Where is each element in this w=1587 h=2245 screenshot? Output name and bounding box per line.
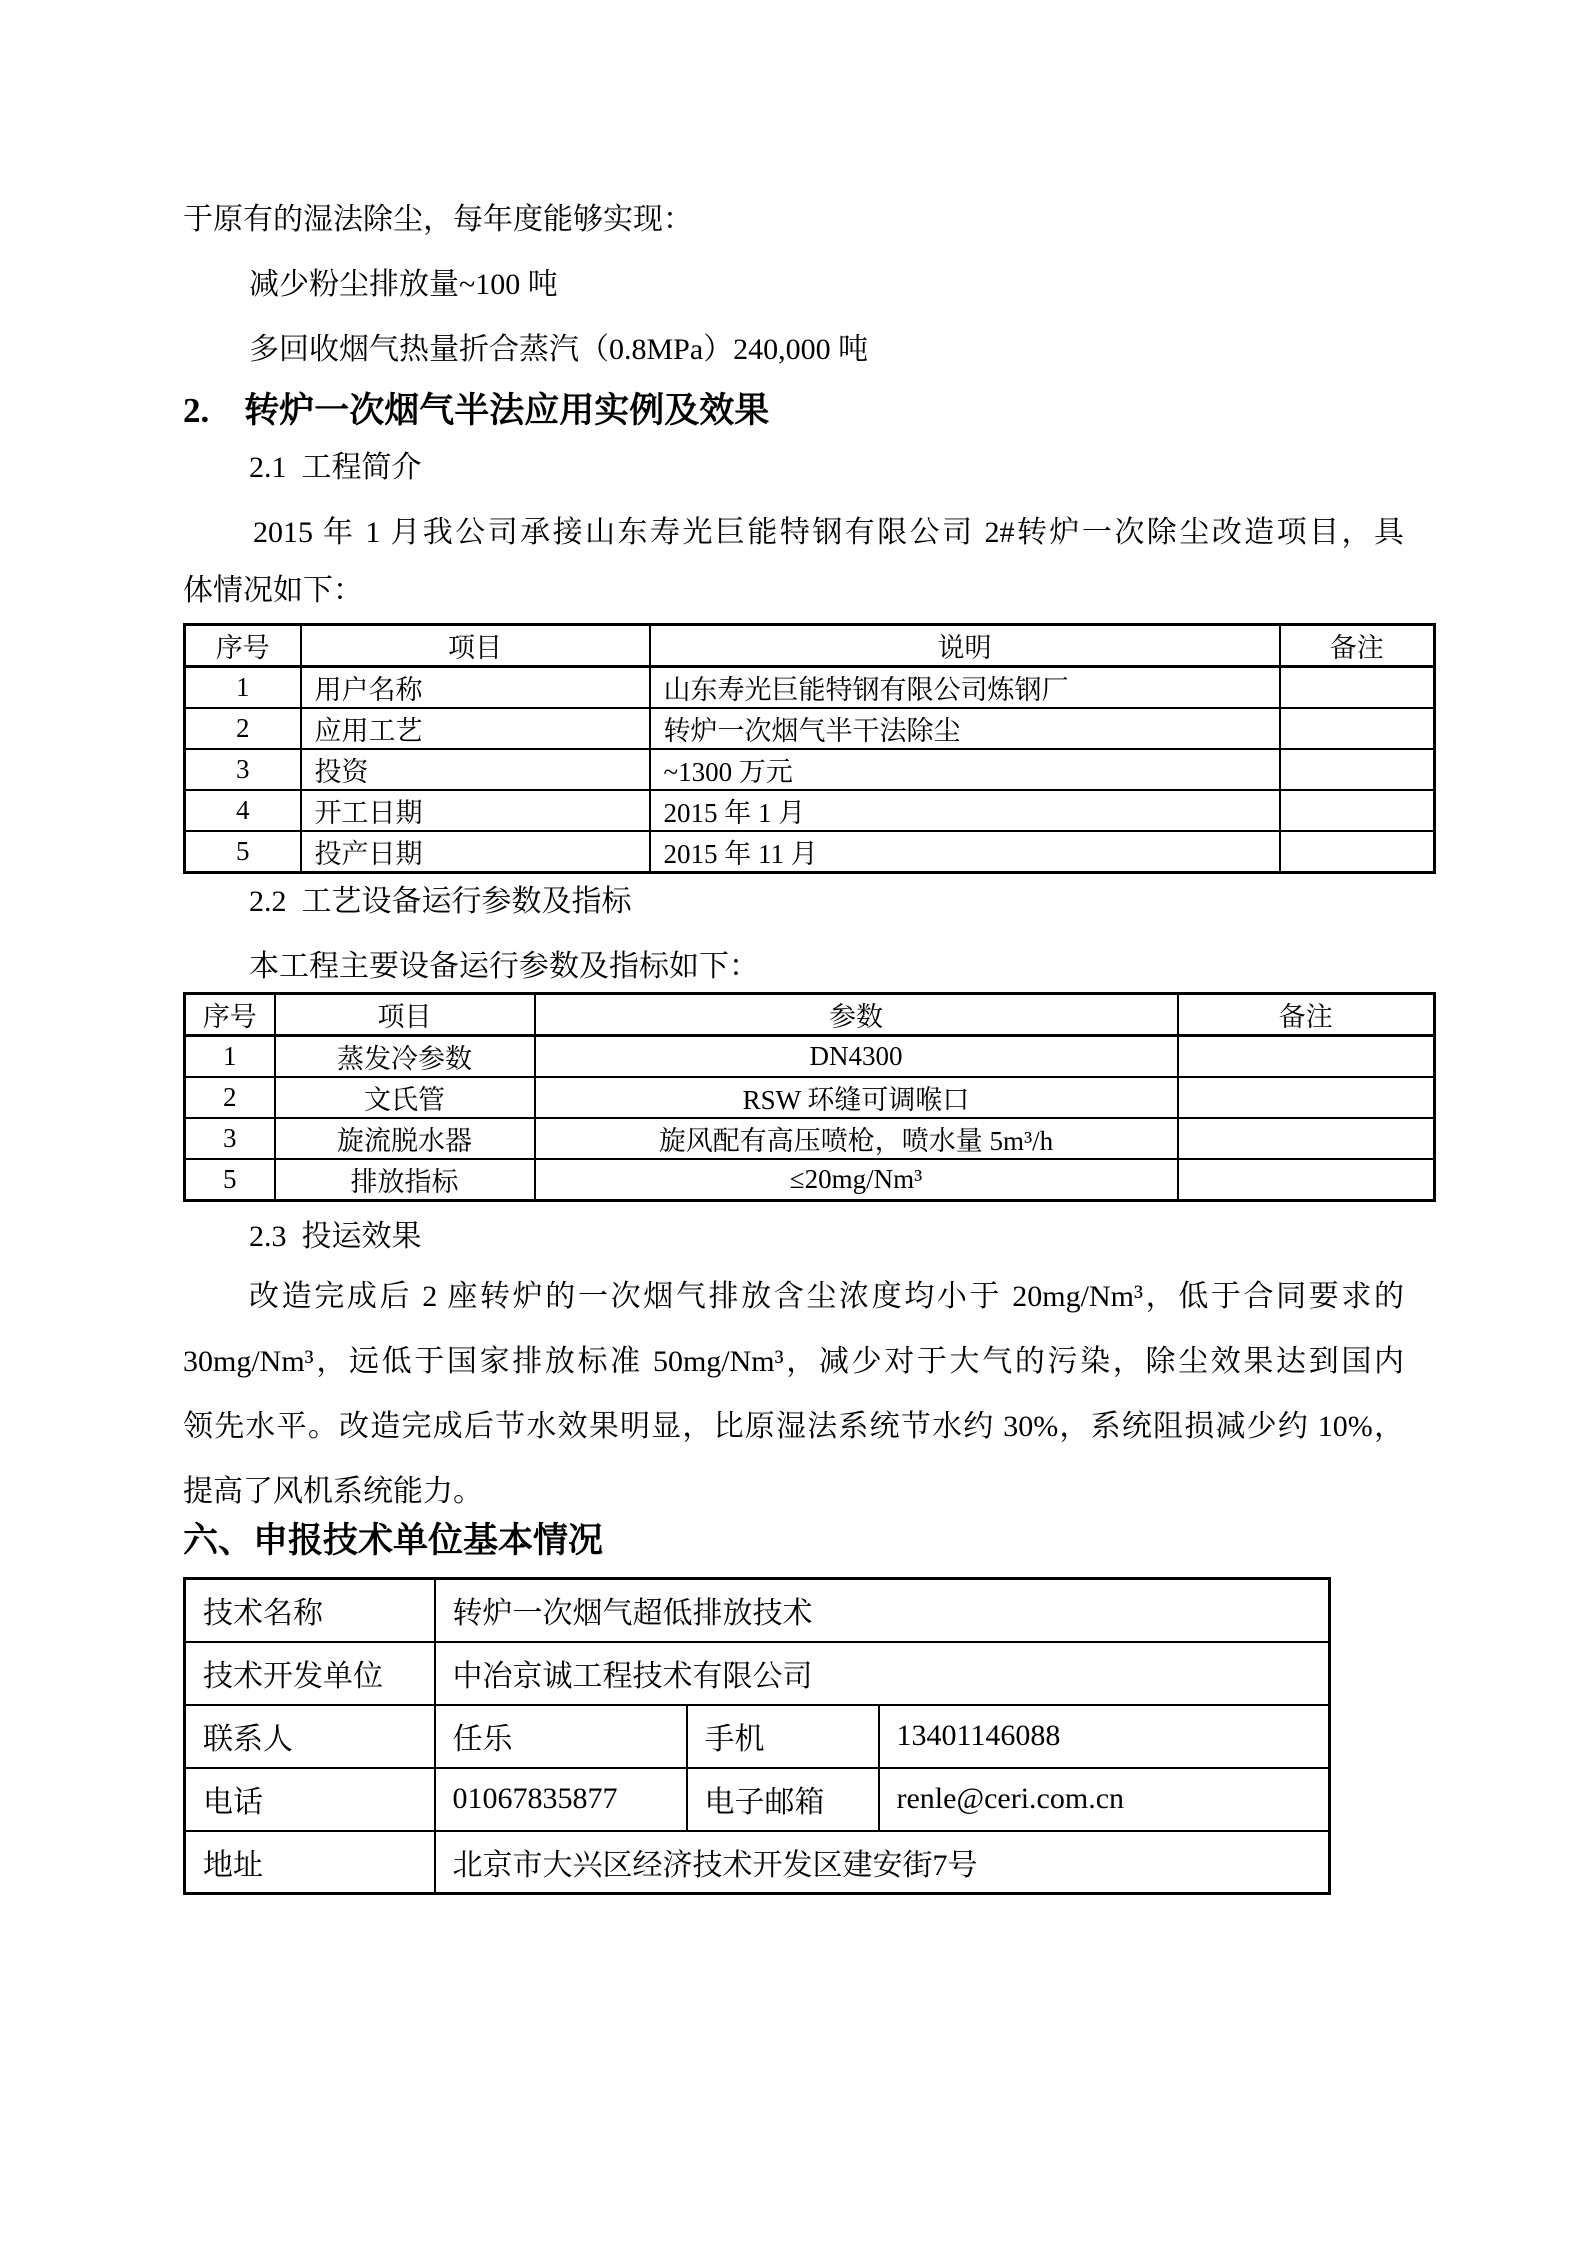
cell-remark <box>1178 1036 1435 1078</box>
cell-item: 投产日期 <box>301 831 650 873</box>
cell-label-phone: 电话 <box>185 1768 435 1831</box>
paragraph-line: 领先水平。改造完成后节水效果明显，比原湿法系统节水约 30%，系统阻损减少约 10%， <box>183 1410 1404 1443</box>
cell-index: 1 <box>185 667 301 709</box>
paragraph-line: 2015 年 1 月我公司承接山东寿光巨能特钢有限公司 2#转炉一次除尘改造项目，具 <box>253 516 1404 549</box>
table-row <box>185 1831 1330 1894</box>
cell-item: 用户名称 <box>301 667 650 709</box>
column-header: 项目 <box>301 625 650 667</box>
achievement-line-steam: 多回收烟气热量折合蒸汽（0.8MPa）240,000 吨 <box>249 333 869 366</box>
cell-remark <box>1280 749 1435 790</box>
cell-index: 2 <box>185 708 301 749</box>
section-heading-2: 2. 转炉一次烟气半法应用实例及效果 <box>183 391 770 430</box>
cell-value-mobile: 13401146088 <box>879 1705 1330 1768</box>
cell-index: 2 <box>185 1077 275 1118</box>
table-row <box>185 1159 1435 1201</box>
table-header-row <box>185 994 1435 1036</box>
cell-item: 应用工艺 <box>301 708 650 749</box>
column-header: 备注 <box>1178 994 1435 1036</box>
table-row <box>185 667 1435 709</box>
cell-label-mobile: 手机 <box>687 1705 879 1768</box>
cell-item: 旋流脱水器 <box>275 1118 535 1159</box>
cell-value-address: 北京市大兴区经济技术开发区建安街7号 <box>435 1831 1330 1894</box>
table-row <box>185 1642 1330 1705</box>
cell-value-phone: 01067835877 <box>435 1768 687 1831</box>
table-row <box>185 708 1435 749</box>
column-header: 序号 <box>185 994 275 1036</box>
table-row <box>185 831 1435 873</box>
column-header: 参数 <box>535 994 1178 1036</box>
cell-remark <box>1178 1118 1435 1159</box>
cell-label-email: 电子邮箱 <box>687 1768 879 1831</box>
cell-index: 1 <box>185 1036 275 1078</box>
cell-parameter: DN4300 <box>535 1036 1178 1078</box>
paragraph-line: 体情况如下： <box>183 574 363 607</box>
paragraph-line: 本工程主要设备运行参数及指标如下： <box>249 950 759 983</box>
cell-parameter: RSW 环缝可调喉口 <box>535 1077 1178 1118</box>
cell-label-address: 地址 <box>185 1831 435 1894</box>
cell-description: 2015 年 11 月 <box>650 831 1280 873</box>
cell-remark <box>1178 1159 1435 1201</box>
table-row <box>185 1705 1330 1768</box>
paragraph-line: 于原有的湿法除尘，每年度能够实现： <box>183 203 693 236</box>
cell-item: 蒸发冷参数 <box>275 1036 535 1078</box>
cell-description: 转炉一次烟气半干法除尘 <box>650 708 1280 749</box>
section-heading-2-3: 2.3 投运效果 <box>249 1220 422 1253</box>
achievement-line-dust: 减少粉尘排放量~100 吨 <box>249 268 558 301</box>
table-row <box>185 749 1435 790</box>
cell-remark <box>1280 708 1435 749</box>
table-row <box>185 1768 1330 1831</box>
section-heading-6: 六、申报技术单位基本情况 <box>183 1521 604 1560</box>
cell-description: 山东寿光巨能特钢有限公司炼钢厂 <box>650 667 1280 709</box>
cell-description: 2015 年 1 月 <box>650 790 1280 831</box>
table-header-row <box>185 625 1435 667</box>
paragraph-line: 30mg/Nm³，远低于国家排放标准 50mg/Nm³，减少对于大气的污染，除尘效果达到国内 <box>183 1345 1404 1378</box>
cell-description: ~1300 万元 <box>650 749 1280 790</box>
cell-index: 3 <box>185 749 301 790</box>
cell-value-contact: 任乐 <box>435 1705 687 1768</box>
column-header: 备注 <box>1280 625 1435 667</box>
cell-item: 投资 <box>301 749 650 790</box>
paragraph-line: 改造完成后 2 座转炉的一次烟气排放含尘浓度均小于 20mg/Nm³，低于合同要求的 <box>249 1280 1404 1313</box>
cell-label-developer: 技术开发单位 <box>185 1642 435 1705</box>
cell-index: 4 <box>185 790 301 831</box>
column-header: 项目 <box>275 994 535 1036</box>
cell-item: 排放指标 <box>275 1159 535 1201</box>
table-row <box>185 1118 1435 1159</box>
table-row <box>185 1036 1435 1078</box>
cell-parameter: ≤20mg/Nm³ <box>535 1159 1178 1201</box>
cell-remark <box>1280 667 1435 709</box>
cell-label-tech-name: 技术名称 <box>185 1579 435 1642</box>
table-row <box>185 1579 1330 1642</box>
cell-index: 5 <box>185 831 301 873</box>
cell-index: 3 <box>185 1118 275 1159</box>
table-row <box>185 790 1435 831</box>
cell-item: 开工日期 <box>301 790 650 831</box>
cell-remark <box>1178 1077 1435 1118</box>
cell-remark <box>1280 790 1435 831</box>
section-heading-2-1: 2.1 工程简介 <box>249 451 422 484</box>
column-header: 序号 <box>185 625 301 667</box>
equipment-parameters-table <box>183 992 1436 1202</box>
cell-parameter: 旋风配有高压喷枪，喷水量 5m³/h <box>535 1118 1178 1159</box>
paragraph-line: 提高了风机系统能力。 <box>183 1475 483 1508</box>
declaring-unit-table <box>183 1577 1331 1895</box>
cell-index: 5 <box>185 1159 275 1201</box>
cell-remark <box>1280 831 1435 873</box>
project-overview-table <box>183 623 1436 874</box>
cell-label-contact: 联系人 <box>185 1705 435 1768</box>
cell-value-developer: 中冶京诚工程技术有限公司 <box>435 1642 1330 1705</box>
table-row <box>185 1077 1435 1118</box>
cell-item: 文氏管 <box>275 1077 535 1118</box>
cell-value-tech-name: 转炉一次烟气超低排放技术 <box>435 1579 1330 1642</box>
cell-value-email: renle@ceri.com.cn <box>879 1768 1330 1831</box>
section-heading-2-2: 2.2 工艺设备运行参数及指标 <box>249 885 632 918</box>
column-header: 说明 <box>650 625 1280 667</box>
